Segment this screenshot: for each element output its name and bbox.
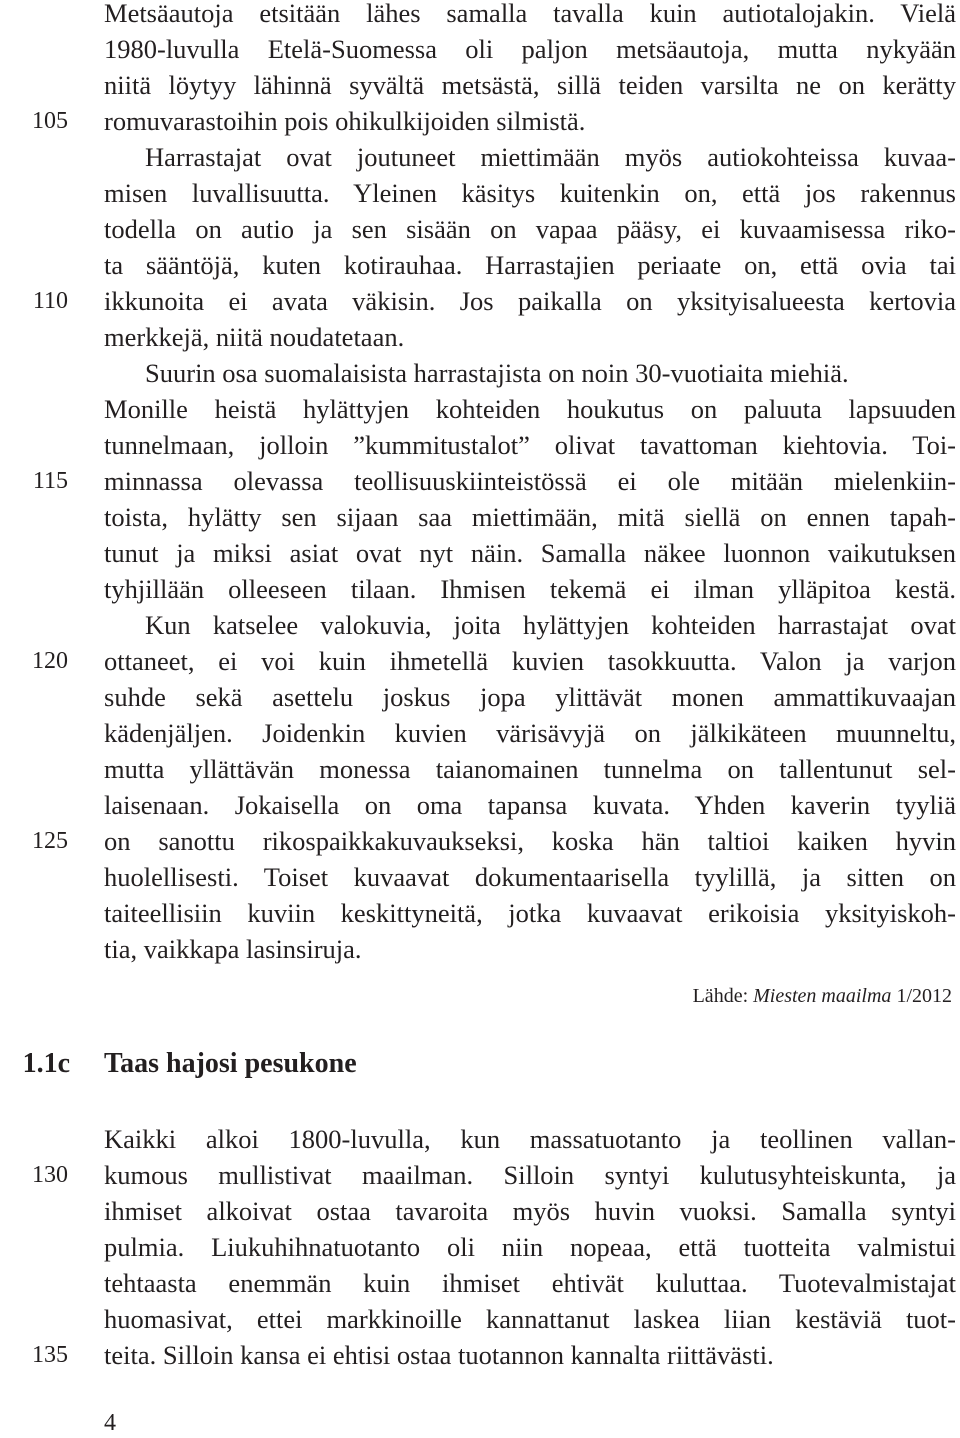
source-citation bbox=[693, 981, 952, 1011]
text-line: suhde sekä asettelu joskus jopa ylittävät monen ammattikuvaajan bbox=[104, 682, 956, 712]
text-line: Harrastajat ovat joutuneet miettimään myös autiokohteissa kuvaa- bbox=[145, 142, 956, 172]
text-line: tia, vaikkapa lasinsiruja. bbox=[104, 934, 362, 964]
source-prefix: Lähde: bbox=[692, 985, 754, 1007]
text-line: toista, hylätty sen sijaan saa miettimään, mitä siellä on ennen tapah- bbox=[104, 502, 956, 532]
text-line: 1980-luvulla Etelä-Suomessa oli paljon metsäautoja, mutta nykyään bbox=[104, 34, 956, 64]
text-line: pulmia. Liukuhihnatuotanto oli niin nopeaa, että tuotteita valmistui bbox=[104, 1232, 956, 1262]
text-line: on sanottu rikospaikkakuvaukseksi, koska hän taltioi kaiken hyvin bbox=[104, 826, 956, 856]
line-number: 105 bbox=[32, 108, 68, 134]
page-number: 4 bbox=[104, 1410, 116, 1436]
text-line: todella on autio ja sen sisään on vapaa pääsy, ei kuvaamisessa riko- bbox=[104, 214, 956, 244]
line-number: 130 bbox=[32, 1162, 68, 1188]
text-line: misen luvallisuutta. Yleinen käsitys kuitenkin on, että jos rakennus bbox=[104, 178, 956, 208]
text-line: ihmiset alkoivat ostaa tavaroita myös huvin vuoksi. Samalla syntyi bbox=[104, 1196, 956, 1226]
text-line: tyhjillään olleeseen tilaan. Ihmisen tekemä ei ilman ylläpitoa kestä. bbox=[104, 574, 956, 604]
text-line: kädenjäljen. Joidenkin kuvien värisävyjä on jälkikäteen muunneltu, bbox=[104, 718, 956, 748]
text-line: tunut ja miksi asiat ovat nyt näin. Samalla näkee luonnon vaikutuksen bbox=[104, 538, 956, 568]
text-line: Metsäautoja etsitään lähes samalla tavalla kuin autiotalojakin. Vielä bbox=[104, 0, 956, 28]
text-line: huolellisesti. Toiset kuvaavat dokumentaarisella tyylillä, ja sitten on bbox=[104, 862, 956, 892]
text-line: Kun katselee valokuvia, joita hylättyjen kohteiden harrastajat ovat bbox=[145, 610, 956, 640]
text-line: mutta yllättävän monessa taianomainen tunnelma on tallentunut sel- bbox=[104, 754, 956, 784]
line-number: 110 bbox=[32, 288, 68, 314]
text-line: Monille heistä hylättyjen kohteiden houkutus on paluuta lapsuuden bbox=[104, 394, 956, 424]
text-line: minnassa olevassa teollisuuskiinteistössä ei ole mitään mielenkiin- bbox=[104, 466, 956, 496]
text-line: huomasivat, ettei markkinoille kannattanut laskea liian kestäviä tuot- bbox=[104, 1304, 956, 1334]
text-line: niitä löytyy lähinnä syvältä metsästä, sillä teiden varsilta ne on kerätty bbox=[104, 70, 956, 100]
line-number: 125 bbox=[32, 828, 68, 854]
text-line: laisenaan. Jokaisella on oma tapansa kuvata. Yhden kaverin tyyliä bbox=[104, 790, 956, 820]
line-number: 115 bbox=[32, 468, 68, 494]
source-publication: Miesten maailma bbox=[753, 985, 892, 1007]
section-number: 1.1c bbox=[22, 1048, 70, 1079]
text-line: Kaikki alkoi 1800-luvulla, kun massatuotanto ja teollinen vallan- bbox=[104, 1124, 956, 1154]
text-line: kumous mullistivat maailman. Silloin syntyi kulutusyhteiskunta, ja bbox=[104, 1160, 956, 1190]
text-line: tehtaasta enemmän kuin ihmiset ehtivät kuluttaa. Tuotevalmistajat bbox=[104, 1268, 956, 1298]
section-title: Taas hajosi pesukone bbox=[104, 1048, 357, 1079]
text-line: tunnelmaan, jolloin ”kummitustalot” olivat tavattoman kiehtovia. Toi- bbox=[104, 430, 956, 460]
text-line: ottaneet, ei voi kuin ihmetellä kuvien tasokkuutta. Valon ja varjon bbox=[104, 646, 956, 676]
text-line: Suurin osa suomalaisista harrastajista on noin 30-vuotiaita miehiä. bbox=[145, 358, 849, 388]
text-line: ikkunoita ei avata väkisin. Jos paikalla on yksityisalueesta kertovia bbox=[104, 286, 956, 316]
text-line: ta sääntöjä, kuten kotirauhaa. Harrastajien periaate on, että ovia tai bbox=[104, 250, 956, 280]
text-line: teita. Silloin kansa ei ehtisi ostaa tuotannon kannalta riittävästi. bbox=[104, 1340, 774, 1370]
line-number: 135 bbox=[32, 1342, 68, 1368]
line-number: 120 bbox=[32, 648, 68, 674]
text-line: romuvarastoihin pois ohikulkijoiden silmistä. bbox=[104, 106, 586, 136]
text-line: merkkejä, niitä noudatetaan. bbox=[104, 322, 405, 352]
text-line: taiteellisiin kuviin keskittyneitä, jotka kuvaavat erikoisia yksityiskoh- bbox=[104, 898, 956, 928]
source-issue: 1/2012 bbox=[891, 985, 952, 1007]
